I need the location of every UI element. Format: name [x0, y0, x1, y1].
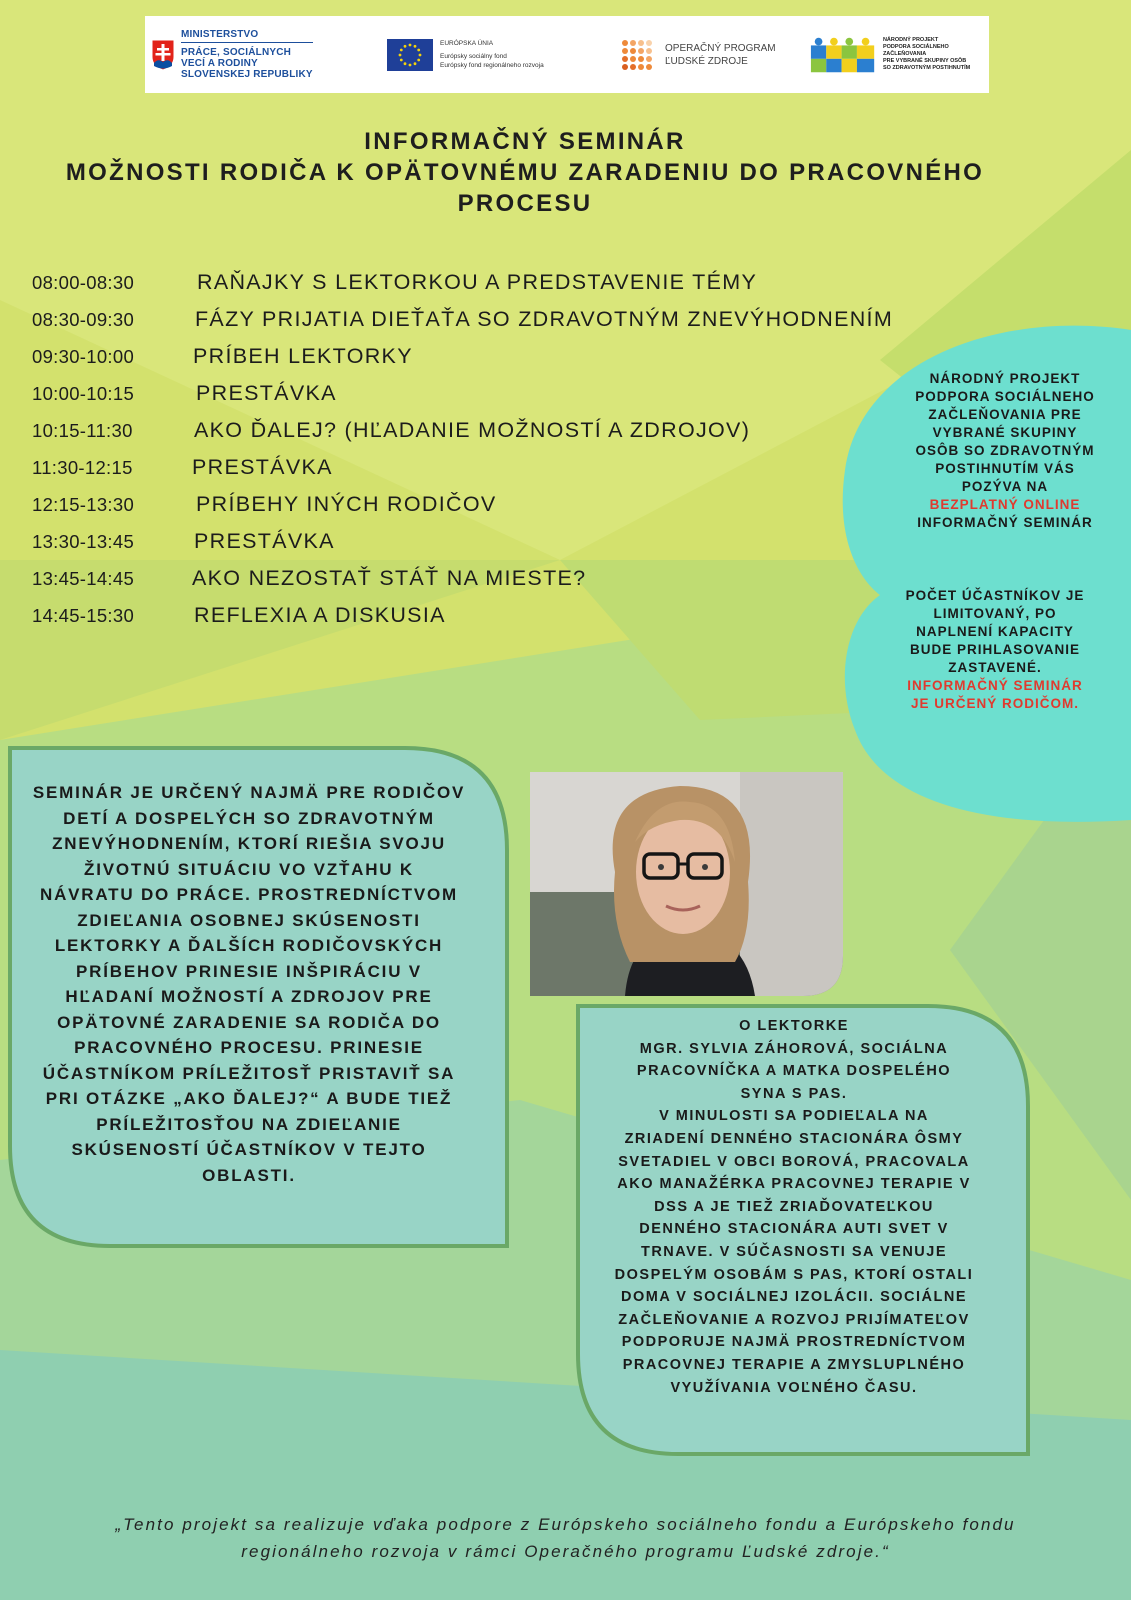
capacity-line: LIMITOVANÝ, PO [933, 606, 1057, 621]
description-line: NÁVRATU DO PRÁCE. PROSTREDNÍCTVOM [40, 885, 458, 904]
capacity-line: ZASTAVENÉ. [948, 660, 1042, 675]
description-line: ŽIVOTNÚ SITUÁCIU VO VZŤAHU K [84, 859, 414, 879]
schedule-activity: PRÍBEHY INÝCH RODIČOV [196, 492, 497, 516]
capacity-line: NAPLNENÍ KAPACITY [916, 624, 1074, 639]
description-line: HĽADANÍ MOŽNOSTÍ A ZDROJOV PRE [65, 987, 433, 1006]
title-line-3: PROCESU [457, 190, 593, 217]
description-line: ZDIEĽANIA OSOBNEJ SKÚSENOSTI [77, 910, 421, 930]
lecturer-line: SYNA S PAS. [740, 1085, 848, 1102]
op-line-2: ĽUDSKÉ ZDROJE [665, 55, 748, 67]
eu-line-2: Európsky sociálny fond [440, 53, 507, 60]
eu-flag-icon [387, 39, 433, 71]
np-logo [809, 16, 989, 93]
schedule-activity: PRESTÁVKA [196, 381, 337, 405]
np-line-2: PODPORA SOCIÁLNEHO ZAČLEŇOVANIA [882, 44, 949, 57]
slovak-coat-of-arms-icon [151, 39, 175, 71]
invite-line: NÁRODNÝ PROJEKT [929, 371, 1081, 386]
ministry-line-1: MINISTERSTVO [181, 29, 313, 43]
lecturer-line: VYUŽÍVANIA VOĽNÉHO ČASU. [670, 1379, 918, 1396]
schedule-activity: PRÍBEH LEKTORKY [193, 344, 413, 368]
lecturer-info [590, 1015, 998, 1399]
description-line: LEKTORKY A ĎALŠÍCH RODIČOVSKÝCH [54, 936, 444, 955]
lecturer-line: DSS A JE TIEŽ ZRIAĎOVATEĽKOU [654, 1198, 934, 1215]
ministry-line-4: SLOVENSKEJ REPUBLIKY [181, 69, 313, 80]
description-line: ZNEVÝHODNENÍM, KTORÍ RIEŠIA SVOJU [52, 834, 446, 853]
schedule-time: 10:00-10:15 [32, 383, 135, 404]
dots-grid-icon [621, 39, 655, 71]
lecturer-photo [530, 772, 843, 996]
page-title [0, 126, 1050, 219]
schedule-activity: FÁZY PRIJATIA DIEŤAŤA SO ZDRAVOTNÝM ZNEVÝHODNENÍM [195, 307, 894, 331]
lecturer-line: TRNAVE. V SÚČASNOSTI SA VENUJE [640, 1243, 948, 1260]
lecturer-line: V MINULOSTI SA PODIEĽALA NA [659, 1108, 929, 1125]
capacity-highlight: JE URČENÝ RODIČOM. [910, 696, 1080, 711]
description-line: SEMINÁR JE URČENÝ NAJMÄ PRE RODIČOV [32, 783, 466, 802]
lecturer-line: PRACOVNÍČKA A MATKA DOSPELÉHO [636, 1063, 952, 1080]
footer-line-2: regionálneho rozvoja v rámci Operačného programu Ľudské zdroje.“ [241, 1542, 890, 1561]
lecturer-line: DOSPELÝM OSOBÁM S PAS, KTORÍ OSTALI [614, 1266, 974, 1283]
schedule-activity: PRESTÁVKA [192, 455, 333, 479]
op-logo [621, 16, 776, 93]
lecturer-line: DOMA V SOCIÁLNEJ IZOLÁCII. SOCIÁLNE [620, 1289, 967, 1306]
description-line: OPÄTOVNÉ ZARADENIE SA RODIČA DO [57, 1012, 441, 1032]
invite-highlight: BEZPLATNÝ ONLINE [929, 497, 1081, 512]
schedule-time: 10:15-11:30 [32, 420, 133, 441]
description-line: PRI OTÁZKE „AKO ĎALEJ?“ A BUDE TIEŽ [45, 1089, 453, 1108]
invitation-text [880, 370, 1130, 532]
lecturer-line: ZAČLEŇOVANIE A ROZVOJ PRIJÍMATEĽOV [618, 1311, 970, 1328]
schedule-activity: REFLEXIA A DISKUSIA [194, 603, 446, 627]
invite-line: ZAČLEŇOVANIA PRE [928, 407, 1082, 422]
np-line-4: SO ZDRAVOTNÝM POSTIHNUTÍM [882, 65, 971, 71]
description-line: PRÍBEHOV PRINESIE INŠPIRÁCIU V [76, 961, 422, 981]
description-line: ÚČASTNÍKOM PRÍLEŽITOSŤ PRISTAVIŤ SA [42, 1063, 456, 1083]
description-line: PRÍLEŽITOSŤOU NA ZDIEĽANIE [96, 1114, 402, 1134]
schedule-time: 12:15-13:30 [32, 494, 135, 515]
lecturer-line: MGR. SYLVIA ZÁHOROVÁ, SOCIÁLNA [639, 1040, 949, 1057]
schedule-time: 14:45-15:30 [32, 605, 135, 626]
schedule-time: 09:30-10:00 [32, 346, 135, 367]
invite-line: VYBRANÉ SKUPINY [932, 425, 1078, 440]
schedule-time: 11:30-12:15 [32, 457, 133, 478]
op-line-1: OPERAČNÝ PROGRAM [665, 42, 776, 54]
capacity-highlight: INFORMAČNÝ SEMINÁR [907, 678, 1083, 693]
description-line: PRACOVNÉHO PROCESU. PRINESIE [74, 1038, 424, 1057]
seminar-description [18, 780, 480, 1188]
funding-footer [40, 1511, 1091, 1565]
lecturer-line: ZRIADENÍ DENNÉHO STACIONÁRA ÔSMY [624, 1130, 964, 1147]
puzzle-people-icon [809, 35, 880, 75]
np-line-1: NÁRODNÝ PROJEKT [882, 37, 939, 43]
invite-line: OSÔB SO ZDRAVOTNÝM [915, 443, 1095, 458]
eu-logo [387, 16, 544, 93]
ministry-line-3: VECÍ A RODINY [181, 58, 258, 69]
invite-line: POZÝVA NA [961, 479, 1049, 494]
eu-line-3: Európsky fond regionálneho rozvoja [440, 62, 544, 69]
np-line-3: PRE VYBRANÉ SKUPINY OSÔB [882, 58, 967, 64]
invite-line: POSTIHNUTÍM VÁS [935, 461, 1075, 476]
schedule-activity: AKO ĎALEJ? (HĽADANIE MOŽNOSTÍ A ZDROJOV) [194, 418, 751, 442]
description-line: SKÚSENOSTÍ ÚČASTNÍKOV V TEJTO [71, 1140, 427, 1159]
description-line: OBLASTI. [202, 1165, 296, 1185]
logo-bar [145, 16, 989, 93]
lecturer-line: AKO MANAŽÉRKA PRACOVNEJ TERAPIE V [617, 1176, 971, 1193]
invite-last-line: INFORMAČNÝ SEMINÁR [917, 515, 1093, 530]
lecturer-line: DENNÉHO STACIONÁRA AUTI SVET V [639, 1221, 949, 1238]
schedule-activity: RAŇAJKY S LEKTORKOU A PREDSTAVENIE TÉMY [197, 270, 758, 294]
footer-line-1: „Tento projekt sa realizuje vďaka podpore z Európskeho sociálneho fondu a Európskeho fondu [115, 1515, 1016, 1534]
title-line-1: INFORMAČNÝ SEMINÁR [364, 128, 686, 155]
capacity-line: POČET ÚČASTNÍKOV JE [905, 588, 1085, 603]
ministry-logo [151, 16, 313, 93]
invite-line: PODPORA SOCIÁLNEHO [915, 389, 1095, 404]
schedule-time: 08:00-08:30 [32, 272, 135, 293]
schedule-activity: AKO NEZOSTAŤ STÁŤ NA MIESTE? [192, 566, 587, 590]
schedule-time: 08:30-09:30 [32, 309, 135, 330]
schedule-activity: PRESTÁVKA [194, 529, 335, 553]
description-line: DETÍ A DOSPELÝCH SO ZDRAVOTNÝM [63, 808, 435, 828]
lecturer-line: PRACOVNEJ TERAPIE A ZMYSLUPLNÉHO [622, 1356, 966, 1373]
ministry-line-2: PRÁCE, SOCIÁLNYCH [181, 47, 292, 58]
eu-line-1: EURÓPSKA ÚNIA [440, 40, 494, 47]
schedule-time: 13:45-14:45 [32, 568, 135, 589]
schedule-time: 13:30-13:45 [32, 531, 135, 552]
title-line-2: MOŽNOSTI RODIČA K OPÄTOVNÉMU ZARADENIU DO PRACOVNÉHO [65, 159, 985, 186]
lecturer-line: SVETADIEL V OBCI BOROVÁ, PRACOVALA [618, 1153, 970, 1170]
capacity-text [870, 587, 1120, 713]
lecturer-line: PODPORUJE NAJMÄ PROSTREDNÍCTVOM [621, 1334, 967, 1351]
capacity-line: BUDE PRIHLASOVANIE [909, 642, 1080, 657]
lecturer-heading: O LEKTORKE [739, 1018, 849, 1034]
